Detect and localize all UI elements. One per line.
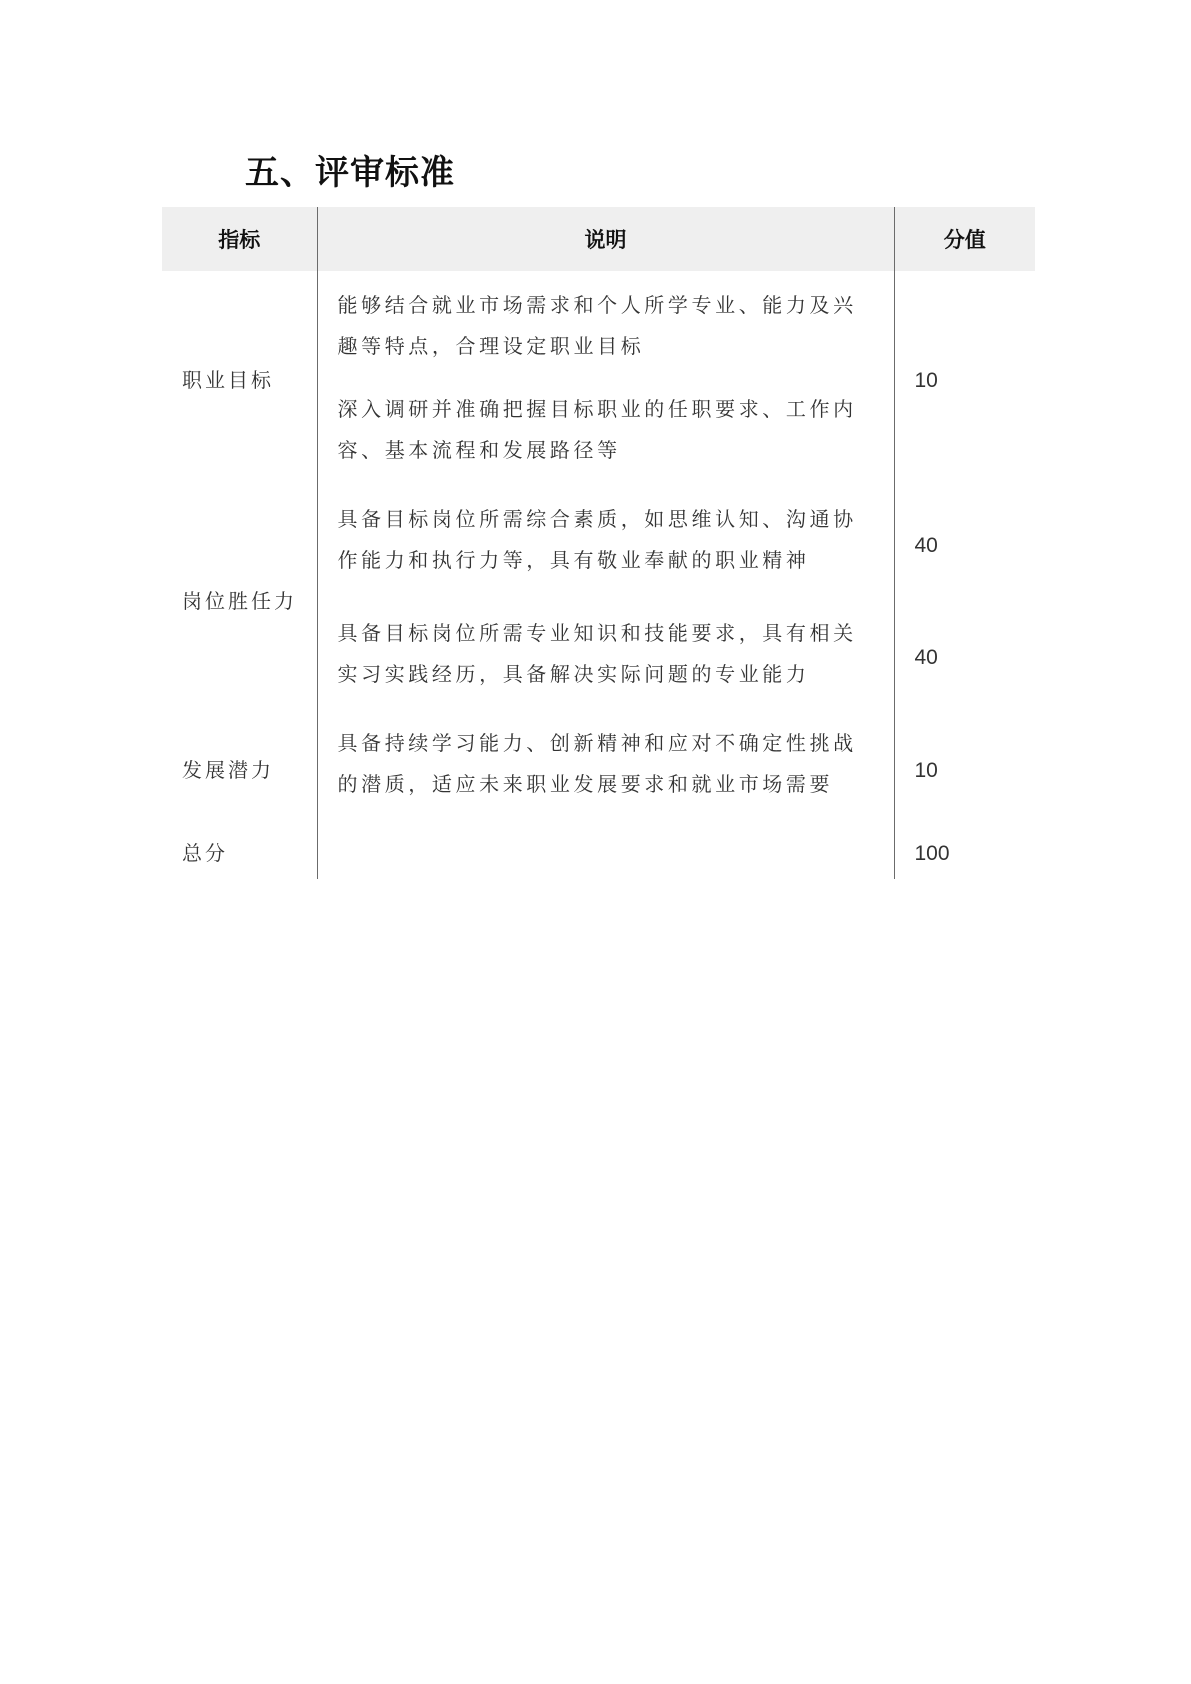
table-row	[162, 271, 1035, 367]
table-header-row	[162, 207, 1035, 271]
total-score-cell: 100	[914, 841, 950, 865]
description-cell: 具备目标岗位所需综合素质，如思维认知、沟通协作能力和执行力等，具有敬业奉献的职业精神	[317, 489, 894, 601]
indicator-total: 总分	[162, 827, 317, 879]
indicator-career-goal: 职业目标	[162, 271, 317, 489]
section-title: 五、评审标准	[245, 153, 455, 193]
header-description: 说明	[317, 207, 894, 271]
description-cell: 具备目标岗位所需专业知识和技能要求，具有相关实习实践经历，具备解决实际问题的专业能力	[317, 601, 894, 713]
score-cell: 10	[914, 758, 938, 782]
description-cell: 能够结合就业市场需求和个人所学专业、能力及兴趣等特点，合理设定职业目标	[317, 271, 894, 367]
table-row-total	[162, 827, 1035, 879]
description-cell: 深入调研并准确把握目标职业的任职要求、工作内容、基本流程和发展路径等	[317, 367, 894, 489]
description-cell-empty	[317, 827, 894, 879]
header-indicator: 指标	[162, 207, 317, 271]
criteria-table-container	[162, 207, 1035, 879]
score-cell: 40	[914, 533, 938, 557]
indicator-job-competency: 岗位胜任力	[162, 489, 317, 713]
description-cell: 具备持续学习能力、创新精神和应对不确定性挑战的潜质，适应未来职业发展要求和就业市场需要	[317, 713, 894, 827]
table-row	[162, 489, 1035, 601]
score-cell: 40	[914, 645, 938, 669]
table-row	[162, 713, 1035, 827]
indicator-development-potential: 发展潜力	[162, 713, 317, 827]
criteria-table	[162, 207, 1035, 879]
score-cell: 10	[914, 368, 938, 392]
header-score: 分值	[894, 207, 1035, 271]
